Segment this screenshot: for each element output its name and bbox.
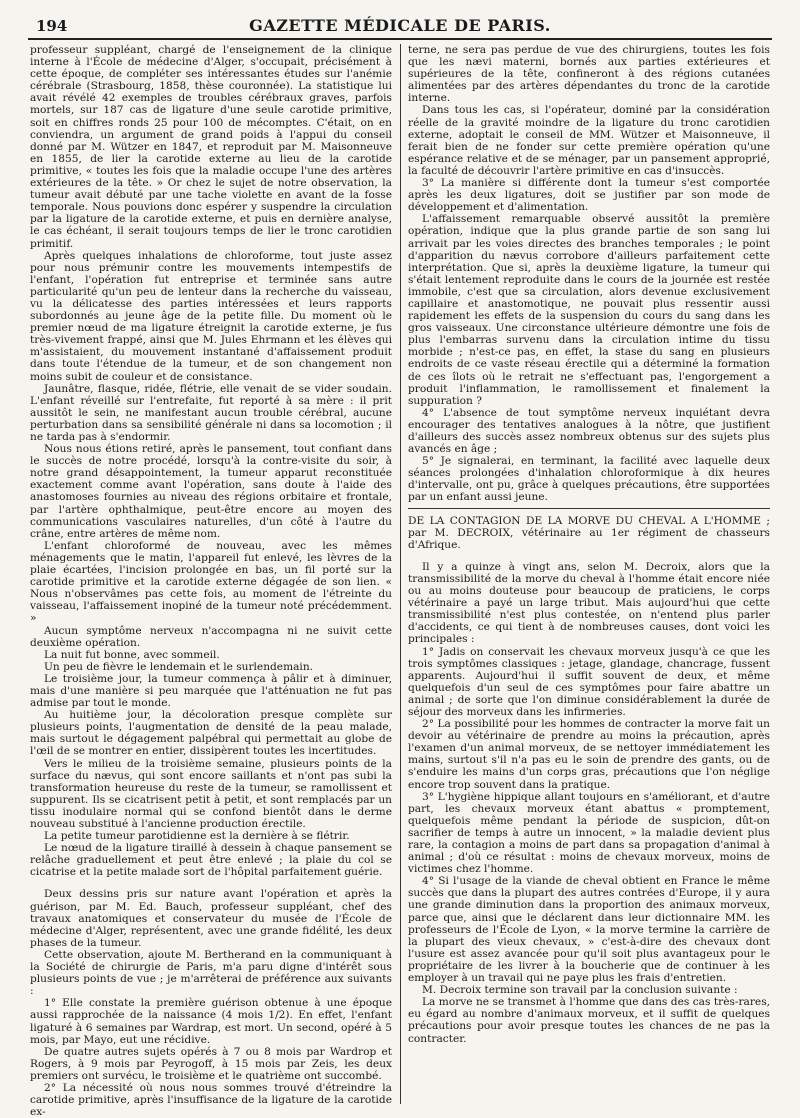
paragraph: Un peu de fièvre le lendemain et le surlendemain. bbox=[44, 660, 314, 673]
left-column bbox=[30, 44, 392, 1118]
paragraph: La morve ne se transmet à l'homme que dans des cas très-rares, eu égard au nombre d'animaux morveux, et il suffit de quelques précautions pour avoir presque toutes les chances de ne pas la contracter. bbox=[408, 996, 770, 1045]
paragraph: Le nœud de la ligature tiraillé à dessein à chaque pansement se relâche graduellement et peut être enlevé ; la plaie du col se cicatrise et la petite malade sort de l'hôpital parfaitement guérie. bbox=[30, 842, 392, 879]
paragraph: 4° Si l'usage de la viande de cheval obtient en France le même succès que dans la plupart des autres contrées d'Europe, il y aura une grande diminution dans la proportion des animaux morveux, parce que, ainsi que le déclarent dans leur dictionnaire MM. les professeurs de l'École de Lyon, « la morve termine la carrière de la plupart des vieux chevaux, » c'est-à-dire des chevaux dont l'usure est assez avancée pour qu'il soit plus avantageux pour le propriétaire de les livrer à la boucherie que de continuer à les employer à un travail qui ne paye plus les frais d'entretien. bbox=[408, 875, 770, 985]
text-columns bbox=[30, 44, 770, 1118]
paragraph: L'affaissement remarquable observé aussitôt la première opération, indique que la plus grande partie de son sang lui arrivait par les voies directes des branches temporales ; le point d'apparition du nævus corrobore d'ailleurs parfaitement cette interprétation. Que si, après la deuxième ligature, la tumeur qui s'était lentement reproduite dans le cours de la journée est restée immobile, c'est que sa circulation, alors devenue exclusivement capillaire et anastomotique, ne pouvait plus ressentir aussi rapidement les effets de la suspension du cours du sang dans les gros vaisseaux. Une circonstance ultérieure démontre une fois de plus l'embarras survenu dans la circulation intime du tissu morbide ; n'est-ce pas, en effet, la stase du sang en plusieurs endroits de ce vaste réseau érectile qui a déterminé la formation de ces îlots où le retrait ne s'effectuant pas, l'engorgement a produit l'inflammation, le ramollissement et finalement la suppuration ? bbox=[408, 213, 770, 407]
right-column bbox=[408, 44, 770, 1104]
paragraph: Au huitième jour, la décoloration presque complète sur plusieurs points, l'augmentation de densité de la peau malade, mais surtout le dégagement palpébral qui permettait au globe de l'œil de se montrer en entier, dissipèrent toutes les incertitudes. bbox=[30, 709, 392, 758]
paragraph: 2° La possibilité pour les hommes de contracter la morve fait un devoir au vétérinaire de prendre au moins la précaution, après l'examen d'un animal morveux, de se nettoyer immédiatement les mains, surtout s'il n'a pas eu le soin de prendre des gants, ou de s'enduire les mains d'un corps gras, précautions que l'on néglige encore trop souvent dans la pratique. bbox=[408, 718, 770, 791]
journal-title: GAZETTE MÉDICALE DE PARIS. bbox=[249, 16, 551, 35]
column-divider bbox=[400, 44, 401, 1104]
paragraph: Deux dessins pris sur nature avant l'opération et après la guérison, par M. Ed. Bauch, professeur suppléant, chef des travaux anatomiques et conservateur du musée de l'École de médecine d'Alger, représentent, avec une grande fidélité, les deux phases de la tumeur. bbox=[30, 888, 392, 949]
paragraph: Aucun symptôme nerveux n'accompagna ni ne suivit cette deuxième opération. bbox=[30, 624, 392, 649]
paragraph: Après quelques inhalations de chloroforme, tout juste assez pour nous prémunir contre les mouvements intempestifs de l'enfant, l'opération fut entreprise et terminée sans autre particularité qu'un peu de lenteur dans la recherche du vaisseau, vu la délicatesse des parties intéressées et leurs rapports subordonnés au jeune âge de la petite fille. Du moment où le premier nœud de ma ligature étreignit la carotide externe, je fus très-vivement frappé, ainsi que M. Jules Ehrmann et les élèves qui m'assistaient, du mouvement instantané d'affaissement produit dans toute l'étendue de la tumeur, et de son changement non moins subit de couleur et de consistance. bbox=[30, 249, 392, 383]
paragraph: 3° La manière si différente dont la tumeur s'est comportée après les deux ligatures, doit se justifier par son mode de développement et d'alimentation. bbox=[408, 177, 770, 214]
paragraph: 2° La nécessité où nous nous sommes trouvé d'étreindre la carotide primitive, après l'insuffisance de la ligature de la carotide ex- bbox=[30, 1081, 392, 1118]
paragraph: Il y a quinze à vingt ans, selon M. Decroix, alors que la transmissibilité de la morve du cheval à l'homme était encore niée ou au moins douteuse pour beaucoup de praticiens, le corps vétérinaire a payé un large tribut. Mais aujourd'hui que cette transmissibilité n'est plus contestée, on n'entend plus parler d'accidents, ce qui tient à de nombreuses causes, dont voici les principales : bbox=[408, 560, 770, 646]
section-heading: DE LA CONTAGION DE LA MORVE DU CHEVAL A L'HOMME ; par M. DECROIX, vétérinaire au 1er régiment de chasseurs d'Afrique. bbox=[408, 514, 770, 551]
page-header bbox=[28, 12, 772, 40]
paragraph: La petite tumeur parotidienne est la dernière à se flétrir. bbox=[44, 830, 350, 843]
paragraph: 3° L'hygiène hippique allant toujours en s'améliorant, et d'autre part, les chevaux morveux étant abattus « promptement, quelquefois même pendant la période de suspicion, dût-on sacrifier de temps à autre un innocent, » la maladie devient plus rare, la contagion a moins de part dans sa propagation d'animal à animal ; d'où ce résultat : moins de chevaux morveux, moins de victimes chez l'homme. bbox=[408, 790, 770, 876]
paragraph: Le troisième jour, la tumeur commença à pâlir et à diminuer, mais d'une manière si peu marquée que l'atténuation ne fut pas admise par tout le monde. bbox=[30, 672, 392, 710]
paragraph: M. Decroix termine son travail par la conclusion suivante : bbox=[422, 984, 738, 997]
paragraph: De quatre autres sujets opérés à 7 ou 8 mois par Wardrop et Rogers, à 9 mois par Peyrogoff, à 15 mois par Zeis, les deux premiers ont survécu, le troisième et le quatrième ont succombé. bbox=[30, 1045, 392, 1082]
section-rule bbox=[408, 508, 770, 509]
paragraph: professeur suppléant, chargé de l'enseignement de la clinique interne à l'École de médecine d'Alger, s'occupait, précisément à cette époque, de compléter ses intéressantes études sur l'anémie cérébrale (Strasbourg, 1858, thèse couronnée). La statistique lui avait révélé 42 exemples de troubles cérébraux graves, parfois mortels, sur 187 cas de ligature d'une seule carotide primitive, soit en chiffres ronds 25 pour 100 de mécomptes. C'était, on en conviendra, un argument de grand poids à l'appui du conseil donné par M. Wützer en 1847, et reproduit par M. Maisonneuve en 1855, de lier la carotide externe au lieu de la carotide primitive, « toutes les fois que la maladie occupe l'une des artères extérieures de la tête. » Or chez le sujet de notre observation, la tumeur avait débuté par une tache violette en avant de la fosse temporale. Nous pouvions donc espérer y suspendre la circulation par la ligature de la carotide externe, et puis en dernière analyse, le cas échéant, il serait toujours temps de lier le tronc carotidien primitif. bbox=[30, 44, 392, 250]
paragraph: La nuit fut bonne, avec sommeil. bbox=[44, 648, 220, 661]
paragraph: 1° Jadis on conservait les chevaux morveux jusqu'à ce que les trois symptômes classiques : jetage, glandage, chancrage, fussent apparents. Aujourd'hui il suffit souvent de deux, et même quelquefois d'un seul de ces symptômes pour faire abattre un animal ; de sorte que l'on diminue considérablement la durée de séjour des morveux dans les infirmeries. bbox=[408, 645, 770, 718]
paragraph: Vers le milieu de la troisième semaine, plusieurs points de la surface du nævus, qui sont encore saillants et n'ont pas subi la transformation heureuse du reste de la tumeur, se ramollissent et suppurent. Ils se cicatrisent petit à petit, et sont remplacés par un tissu inodulaire normal qui se confond bientôt dans le derme nouveau substitué à l'ancienne production érectile. bbox=[30, 757, 392, 830]
paragraph: 4° L'absence de tout symptôme nerveux inquiétant devra encourager des tentatives analogues à la nôtre, que justifient d'ailleurs des succès assez nombreux obtenus sur des sujets plus avancés en âge ; bbox=[408, 406, 770, 456]
paragraph: 1° Elle constate la première guérison obtenue à une époque aussi rapprochée de la naissance (4 mois 1/2). En effet, l'enfant ligaturé à 6 semaines par Wardrap, est mort. Un second, opéré à 5 mois, par Mayo, eut une récidive. bbox=[30, 997, 392, 1046]
page-number: 194 bbox=[36, 17, 68, 35]
paragraph: Dans tous les cas, si l'opérateur, dominé par la considération réelle de la gravité moindre de la ligature du tronc carotidien externe, adoptait le conseil de MM. Wützer et Maisonneuve, il ferait bien de ne fonder sur cette première opération qu'une espérance relative et de se ménager, par un pansement approprié, la faculté de découvrir l'artère primitive en cas d'insuccès. bbox=[408, 104, 770, 177]
paragraph: terne, ne sera pas perdue de vue des chirurgiens, toutes les fois que les nævi materni, bornés aux parties extérieures et supérieures de la tête, confineront à des régions cutanées alimentées par des artères dépendantes du tronc de la carotide interne. bbox=[408, 44, 770, 105]
paragraph: Nous nous étions retiré, après le pansement, tout confiant dans le succès de notre procédé, lorsqu'à la contre-visite du soir, à notre grand désappointement, la tumeur apparut reconstituée exactement comme avant l'opération, sans doute à l'aide des anastomoses fournies au niveau des régions orbitaire et frontale, par l'artère ophthalmique, peut-être encore au moyen des communications vasculaires naturelles, d'un côté à l'autre du crâne, entre artères de même nom. bbox=[30, 443, 392, 540]
paragraph: Cette observation, ajoute M. Bertherand en la communiquant à la Société de chirurgie de Paris, m'a paru digne d'intérêt sous plusieurs points de vue ; je m'arrêterai de préférence aux suivants : bbox=[30, 948, 392, 998]
paragraph: L'enfant chloroformé de nouveau, avec les mêmes ménagements que le matin, l'appareil fut enlevé, les lèvres de la plaie écartées, l'incision prolongée en bas, un fil porté sur la carotide primitive et la carotide externe dégagée de son lien. « Nous n'observâmes pas cette fois, au moment de l'étreinte du vaisseau, l'affaissement inopiné de la tumeur noté précédemment. » bbox=[30, 539, 392, 625]
paragraph: 5° Je signalerai, en terminant, la facilité avec laquelle deux séances prolongées d'inhalation chloroformique à dix heures d'intervalle, ont pu, grâce à quelques précautions, être supportées par un enfant aussi jeune. bbox=[408, 455, 770, 504]
paragraph: Jaunâtre, flasque, ridée, flétrie, elle venait de se vider soudain. L'enfant réveillé sur l'entrefaite, fut reporté à sa mère : il prit aussitôt le sein, ne manifestant aucun trouble cérébral, aucune perturbation dans sa sensibilité générale ni dans sa locomotion ; il ne tarda pas à s'endormir. bbox=[30, 382, 392, 443]
